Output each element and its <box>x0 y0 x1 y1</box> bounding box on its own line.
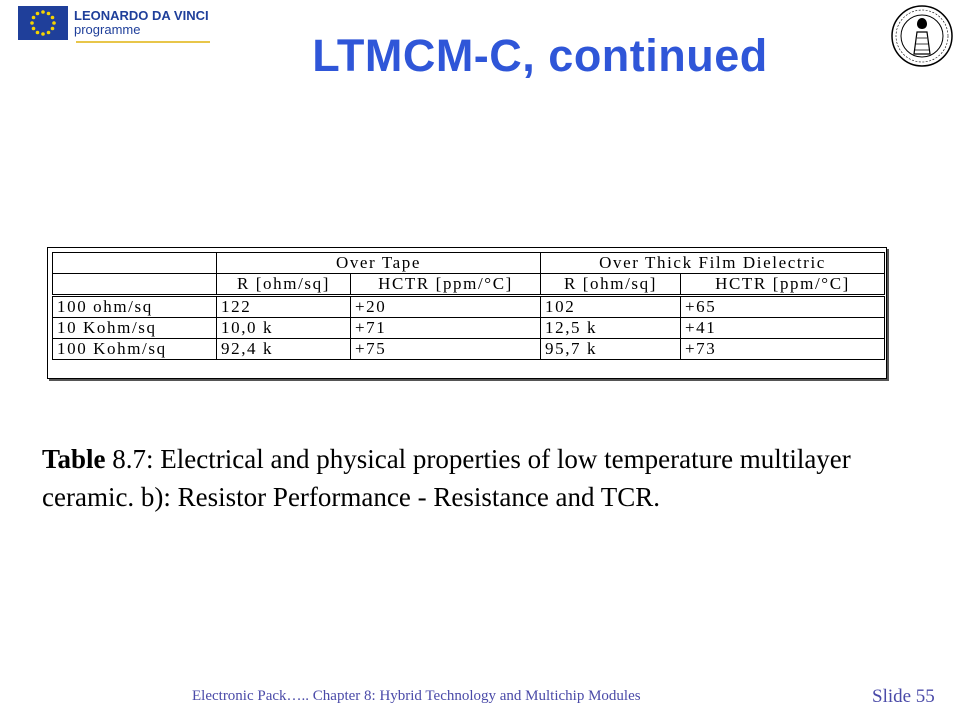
resistor-table <box>47 247 887 379</box>
table-row <box>53 318 885 339</box>
table-cell: 95,7 k <box>541 339 681 360</box>
subheader-cell: HCTR [ppm/°C] <box>681 274 885 296</box>
table-caption <box>42 440 882 516</box>
table-cell: 10,0 k <box>217 318 351 339</box>
footer-text: Electronic Pack….. Chapter 8: Hybrid Technology and Multichip Modules <box>192 688 641 704</box>
table-cell: +75 <box>351 339 541 360</box>
table-corner-cell <box>53 253 217 274</box>
table-subheader-row <box>53 274 885 296</box>
logo-line1: LEONARDO DA VINCI <box>74 8 209 23</box>
table-corner-cell-2 <box>53 274 217 296</box>
table-group-header-row <box>53 253 885 274</box>
table-row <box>53 296 885 318</box>
table-cell: +41 <box>681 318 885 339</box>
table-cell: 100 Kohm/sq <box>53 339 217 360</box>
logo-line2: programme <box>74 22 141 37</box>
subheader-cell: R [ohm/sq] <box>217 274 351 296</box>
subheader-cell: HCTR [ppm/°C] <box>351 274 541 296</box>
table-cell: +65 <box>681 296 885 318</box>
table-cell: 122 <box>217 296 351 318</box>
subheader-cell: R [ohm/sq] <box>541 274 681 296</box>
group-header-over-dielectric: Over Thick Film Dielectric <box>541 253 885 274</box>
table-cell: 12,5 k <box>541 318 681 339</box>
group-header-over-tape: Over Tape <box>217 253 541 274</box>
slide-title: LTMCM-C, continued <box>312 30 768 81</box>
caption-text: 8.7: Electrical and physical properties of low temperature multilayer ceramic. b): Resistor Performance - Resistance and TCR. <box>42 444 851 512</box>
caption-bold: Table <box>42 444 106 474</box>
table-cell: +71 <box>351 318 541 339</box>
table-cell: 100 ohm/sq <box>53 296 217 318</box>
slide-number: Slide 55 <box>872 686 935 707</box>
table-cell: 10 Kohm/sq <box>53 318 217 339</box>
table-cell: +73 <box>681 339 885 360</box>
table-cell: 102 <box>541 296 681 318</box>
table-row <box>53 339 885 360</box>
table-cell: 92,4 k <box>217 339 351 360</box>
table-cell: +20 <box>351 296 541 318</box>
